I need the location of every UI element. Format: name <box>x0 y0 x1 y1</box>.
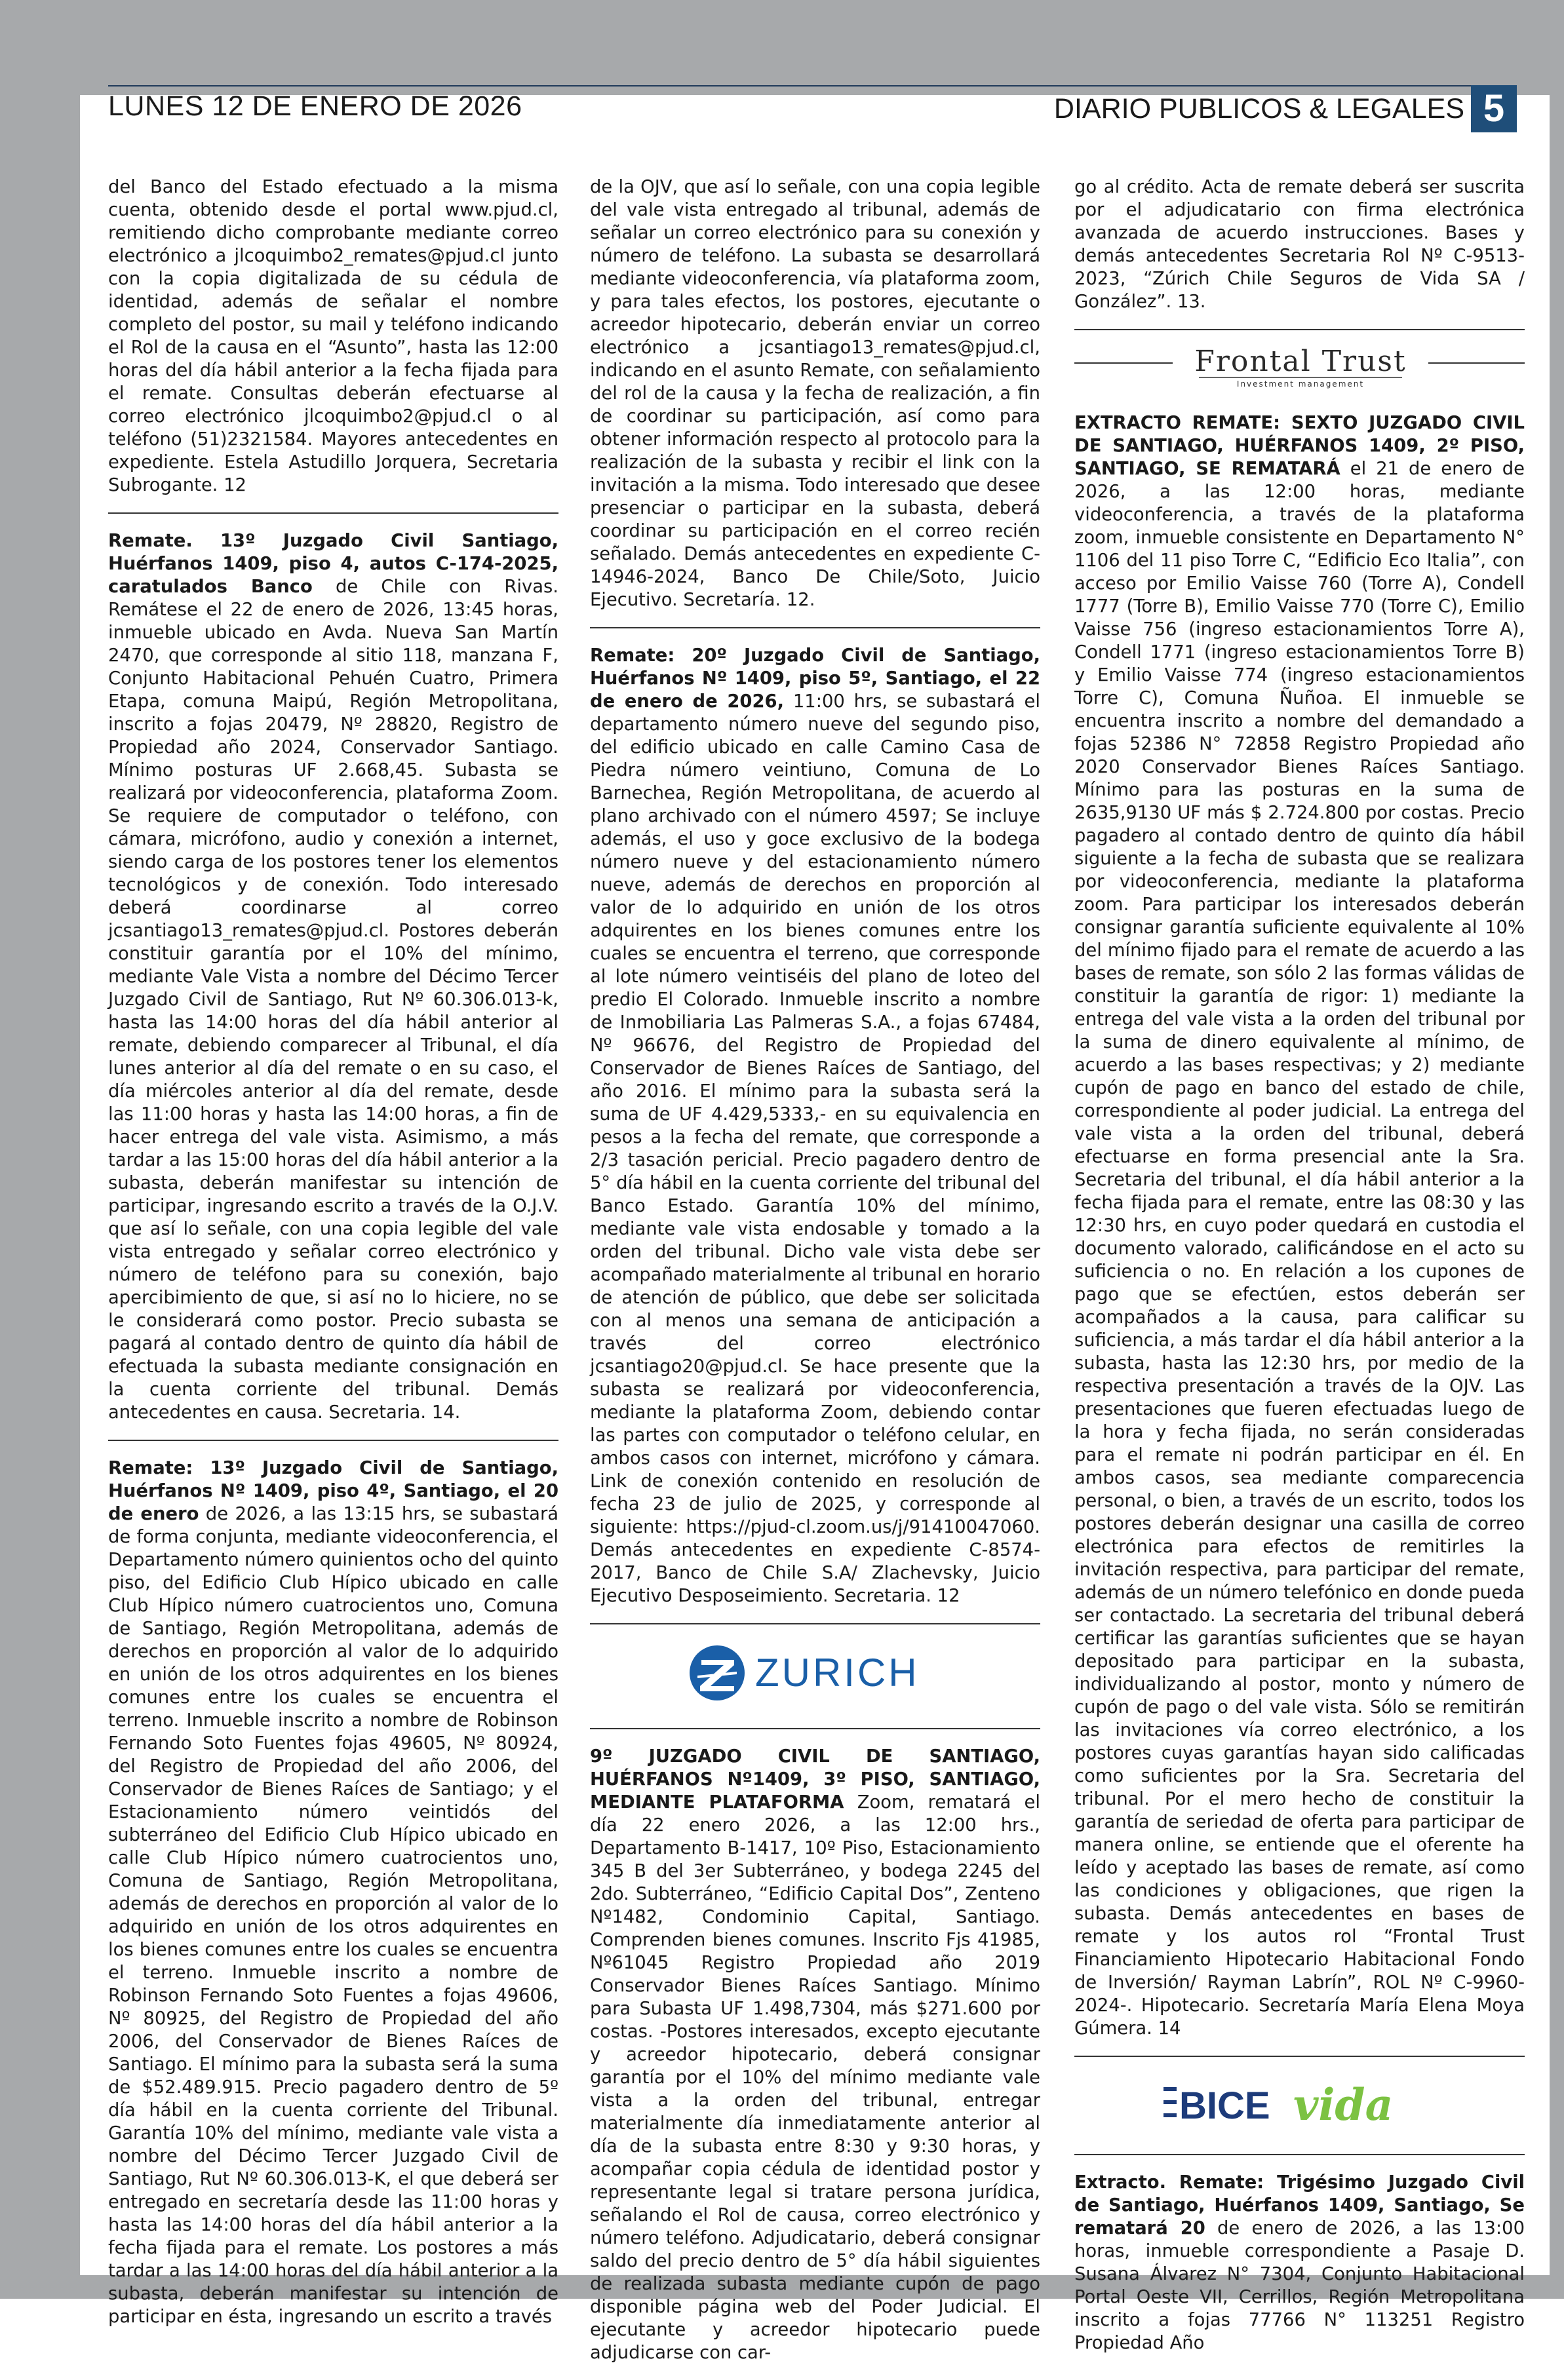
notice-heading: Extracto. Remate: Trigésimo Juzgado Civil de Santiago, Huérfanos 1409, Santiago, Se rematará 20 <box>1074 2172 1525 2238</box>
notice-body: de enero de 2026, a las 13:00 horas, inmueble correspondiente a Pasaje D. Susana Álvarez N° 7304, Conjunto Habitacional Portal Oeste VII, Cerrillos, Región Metropolitana inscrito a fojas 77766 N° 113251 Registro Propiedad Año <box>1074 2218 1525 2353</box>
notice-separator <box>108 512 558 514</box>
vida-wordmark: vida <box>1293 2079 1393 2130</box>
page-header <box>108 85 1517 132</box>
notice-separator <box>590 1728 1040 1729</box>
bice-wordmark: BICE <box>1179 2084 1270 2127</box>
notice-body: Zoom, rematará el día 22 enero 2026, a las 12:00 hrs., Departamento B-1417, 10º Piso, Estacionamiento 345 B del 3er Subterráneo, y bodega 2245 del 2do. Subterráneo, “Edificio Capital Dos”, Zenteno Nº1482, Condominio Capital, Santiago. Comprenden bienes comunes. Inscrito Fjs 41985, Nº61045 Registro Propiedad año 2019 Conservador Bienes Raíces Santiago. Mínimo para Subasta UF 1.498,7304, más $271.600 por costas. -Postores interesados, excepto ejecutante y acreedor hipotecario, deberá consignar garantía por el 10% del mínimo mediante vale vista a la orden del tribunal, entregar materialmente día inmediatamente anterior al día de la subasta entre 8:30 y 9:30 horas, y acompañar copia cédula de identidad postor y representante legal si tratare persona jurídica, señalando el Rol de causa, correo electrónico y número teléfono. Adjudicatario, deberá consignar saldo del precio dentro de 5° día hábil siguientes de realizada subasta mediante cupón de pago disponible página web del Poder Judicial. El ejecutante y acreedor hipotecario puede adjudicarse con car- <box>590 1792 1040 2363</box>
bice-vida-logo <box>1074 2073 1525 2132</box>
notice-remate-13-juzgado-club-hipico <box>108 1457 558 2328</box>
right-margin-band <box>1550 0 1564 2299</box>
frontal-trust-tagline: Investment management <box>1236 379 1365 389</box>
zurich-wordmark: ZURICH <box>754 1651 920 1695</box>
frontal-trust-logo <box>1074 346 1525 389</box>
top-margin-band <box>0 0 1564 95</box>
notice-body: 11:00 hrs, se subastará el departamento número nueve del segundo piso, del edificio ubicado en calle Camino Casa de Piedra número veintiuno, Comuna de Lo Barnechea, Región Metropolitana, de acuerdo al plano archivado con el número 4597; Se incluye además, el uso y goce exclusivo de la bodega número nueve y del estacionamiento número nueve, además de derechos en proporción al valor de lo adquirido en unión de los otros adquirentes en los bienes comunes entre los cuales se encuentra el terreno, que corresponde al lote número veintiséis del plano de loteo del predio El Colorado. Inmueble inscrito a nombre de Inmobiliaria Las Palmeras S.A., a fojas 67484, Nº 96676, del Registro de Propiedad del Conservador de Bienes Raíces de Santiago, del año 2016. El mínimo para la subasta será la suma de UF 4.429,5333,- en su equivalencia en pesos a la fecha del remate, que corresponde a 2/3 tasación pericial. Precio pagadero dentro de 5° día hábil en la cuenta corriente del tribunal del Banco Estado. Garantía 10% del mínimo, mediante vale vista endosable y tomado a la orden del tribunal. Dicho vale vista debe ser acompañado materialmente al tribunal en horario de atención de público, que debe ser solicitada con al menos una semana de anticipación a través del correo electrónico jcsantiago20@pjud.cl. Se hace presente que la subasta se realizará por videoconferencia, mediante la plataforma Zoom, debiendo contar las partes con computador o teléfono celular, en ambos casos con internet, micrófono y cámara. Link de conexión contenido en resolución de fecha 23 de julio de 2025, y corresponde al siguiente: https://pjud-cl.zoom.us/j/91410047060. Demás antecedentes en expediente C-8574-2017, Banco de Chile S.A/ Zlachevsky, Juicio Ejecutivo Desposeimiento. Secretaria. 12 <box>590 691 1041 1606</box>
notice-body: el 21 de enero de 2026, a las 12:00 horas, mediante videoconferencia, a través de la plataforma zoom, inmueble consistente en Departamento N° 1106 del 11 piso Torre C, “Edificio Eco Italia”, con acceso por Emilio Vaisse 760 (Torre A), Condell 1777 (Torre B), Emilio Vaisse 770 (Torre C), Emilio Vaisse 756 (ingreso estacionamientos Torre A), Condell 1771 (ingreso estacionamientos Torre B) y Emilio Vaisse 774 (ingreso estacionamientos Torre C), Comuna Ñuñoa. El inmueble se encuentra inscrito a nombre del demandado a fojas 52386 N° 72858 Registro Propiedad año 2020 Conservador Bienes Raíces Santiago. Mínimo para las posturas en la suma de 2635,9130 UF más $ 2.724.800 por costas. Precio pagadero al contado dentro de quinto día hábil siguiente a la fecha de subasta que se realizara por videoconferencia, mediante la plataforma zoom. Para participar los interesados deberán consignar garantía suficiente equivalente al 10% del mínimo fijado para el remate de acuerdo a las bases de remate, son sólo 2 las formas válidas de constituir la garantía de rigor: 1) mediante la entrega del vale vista a la orden del tribunal por la suma de dinero equivalente al mínimo, de acuerdo a las bases respectivas; y 2) mediante cupón de pago en banco del estado de chile, correspondiente al poder judicial. La entrega del vale vista a la orden del tribunal, deberá efectuarse en forma presencial ante la Sra. Secretaria del tribunal, el día hábil anterior a la fecha fijada para el remate, entre las 08:30 y las 12:30 hrs, en cuyo poder quedará en custodia el documento valorado, calificándose en el acto su suficiencia o no. En relación a los cupones de pago que se efectúen, estos deberán ser acompañados a la causa, para calificar su suficiencia, a más tardar el día hábil anterior a la subasta, hasta las 12:30 hrs, por medio de la respectiva presentación a través de la OJV. Las presentaciones que fueren efectuadas luego de la hora y fecha fijada, no serán consideradas para el remate ni podrán participar en él. En ambos casos, sea mediante comparecencia personal, o bien, a través de un escrito, todos los postores deberán designar una casilla de correo electrónica para efectos de remitirles la invitación respectiva, para participar del remate, además de un número telefónico en donde pueda ser contactado. La secretaria del tribunal deberá certificar las garantías suficientes que se hayan depositado para participar en la subasta, individualizando al postor, monto y número de cupón de pago o del vale vista. Sólo se remitirán las invitaciones vía correo electrónico, a los postores cuyas garantías hayan sido calificadas como suficientes por la Sra. Secretaria del tribunal. Por el mero hecho de constituir la garantía de seriedad de oferta para participar de manera online, se entiende que el oferente ha leído y aceptado las bases de remate, así como las condiciones y obligaciones, que rigen la subasta. Demás antecedentes en bases de remate y los autos rol “Frontal Trust Financiamiento Hipotecario Habitacional Fondo de Inversión/ Rayman Labrín”, ROL Nº C-9960-2024-. Hipotecario. Secretaría María Elena Moya Gúmera. 14 <box>1074 459 1525 2039</box>
notice-heading: 9º JUZGADO CIVIL DE SANTIAGO, HUÉRFANOS Nº1409, 3º PISO, SANTIAGO, MEDIANTE PLATAFORMA <box>590 1746 1040 1813</box>
page-number-badge: 5 <box>1471 85 1517 132</box>
column-3 <box>1074 176 1525 2370</box>
notice-separator <box>1074 329 1525 330</box>
notice-heading: Remate. 13º Juzgado Civil Santiago, Huérfanos 1409, piso 4, autos C-174-2025, caratulados Banco <box>108 531 558 597</box>
notice-separator <box>1074 2056 1525 2057</box>
notice-col3-continued: go al crédito. Acta de remate deberá ser suscrita por el adjudicatario con firma electrónica avanzada de acuerdo instrucciones. Bases y demás antecedentes Secretaria Rol Nº C-9513-2023, “Zúrich Chile Seguros de Vida SA / González”. 13. <box>1074 177 1525 312</box>
notice-extracto-sexto-juzgado <box>1074 412 1525 2040</box>
frontal-trust-wordmark: Frontal Trust <box>1194 345 1407 378</box>
notice-separator <box>1074 2154 1525 2155</box>
left-margin-band <box>0 0 80 2299</box>
notice-remate-13-juzgado-rivas <box>108 529 558 1424</box>
notice-heading: Remate: 13º Juzgado Civil de Santiago, Huérfanos Nº 1409, piso 4º, Santiago, el 20 de enero <box>108 1458 558 1524</box>
notice-remate-9-juzgado <box>590 1745 1040 2364</box>
column-2 <box>590 176 1040 2380</box>
notice-col2-continued: de la OJV, que así lo señale, con una copia legible del vale vista entregado al tribunal, además de señalar un correo electrónico para su conexión y número de teléfono. La subasta se desarrollará mediante videoconferencia, vía plataforma zoom, y para tales efectos, los postores, ejecutante o acreedor hipotecario, deberán enviar un correo electrónico a jcsantiago13_remates@pjud.cl, indicando en el asunto Remate, con señalamiento del rol de la causa y la fecha de realización, a fin de coordinar su participación, así como para obtener información respecto al protocolo para la realización de la subasta y recibir el link con la invitación a la misma. Todo interesado que desee presenciar o participar en la subasta, deberá coordinar su participación en el correo recién señalado. Demás antecedentes en expediente C-14946-2024, Banco De Chile/Soto, Juicio Ejecutivo. Secretaría. 12. <box>590 177 1040 610</box>
notice-extracto-trigesimo-juzgado <box>1074 2171 1525 2354</box>
notice-body: de Chile con Rivas. Remátese el 22 de enero de 2026, 13:45 horas, inmueble ubicado en Avda. Nueva San Martín 2470, que corresponde al sitio 118, manzana F, Conjunto Habitacional Pehuén Cuatro, Primera Etapa, comuna Maipú, Región Metropolitana, inscrito a fojas 20479, Nº 28820, Registro de Propiedad año 2024, Conservador Santiago. Mínimo posturas UF 2.668,45. Subasta se realizará por videoconferencia, plataforma Zoom. Se requiere de computador o teléfono, con cámara, micrófono, audio y conexión a internet, siendo carga de los postores tener los elementos tecnológicos y de conexión. Todo interesado deberá coordinarse al correo jcsantiago13_remates@pjud.cl. Postores deberán constituir garantía por el 10% del mínimo, mediante Vale Vista a nombre del Décimo Tercer Juzgado Civil de Santiago, Rut Nº 60.306.013-k, hasta las 14:00 horas del día hábil anterior al remate, debiendo comparecer al Tribunal, el día lunes anterior al día del remate o en su caso, el día miércoles anterior al día del remate, desde las 11:00 horas y hasta las 14:00 horas, a fin de hacer entrega del vale vista. Asimismo, a más tardar a las 15:00 horas del día hábil anterior a la subasta, deberán manifestar su intención de participar, ingresando escrito a través de la O.J.V. que así lo señale, con una copia legible del vale vista entregado y señalar correo electrónico y número de teléfono para su conexión, bajo apercibimiento de que, si así no lo hiciere, no se le considerará como postor. Precio subasta se pagará al contado dentro de quinto día hábil de efectuada la subasta mediante consignación en la cuenta corriente del tribunal. Demás antecedentes en causa. Secretaria. 14. <box>108 577 559 1423</box>
notice-col1-continued: del Banco del Estado efectuado a la misma cuenta, obtenido desde el portal www.pjud.cl, remitiendo dicho comprobante mediante correo electrónico a jlcoquimbo2_remates@pjud.cl junto con la copia digitalizada de su cédula de identidad, además de señalar el nombre completo del postor, su mail y teléfono indicando el Rol de la causa en el “Asunto”, hasta las 12:00 horas del día hábil anterior a la fecha fijada para el remate. Consultas deberán efectuarse al correo electrónico jlcoquimbo2@pjud.cl o al teléfono (51)2321584. Mayores antecedentes en expediente. Estela Astudillo Jorquera, Secretaria Subrogante. 12 <box>108 177 558 495</box>
notice-body: de 2026, a las 13:15 hrs, se subastará de forma conjunta, mediante videoconferencia, el Departamento número quinientos ocho del quinto piso, del Edificio Club Hípico ubicado en calle Club Hípico número cuatrocientos uno, Comuna de Santiago, Región Metropolitana, además de derechos en proporción al valor de lo adquirido en unión de los otros adquirentes en los bienes comunes entre los cuales se encuentra el terreno. Inmueble inscrito a nombre de Robinson Fernando Soto Fuentes fojas 49605, Nº 80924, del Registro de Propiedad del año 2006, del Conservador de Bienes Raíces de Santiago; y el Estacionamiento número veintidós del subterráneo del Edificio Club Hípico ubicado en calle Club Hípico número cuatrocientos uno, Comuna de Santiago, Región Metropolitana, además de derechos en proporción al valor de lo adquirido en unión de los otros adquirentes en los bienes comunes entre los cuales se encuentra el terreno. Inmueble inscrito a nombre de Robinson Fernando Soto Fuentes a fojas 49606, Nº 80925, del Registro de Propiedad del año 2006, del Conservador de Bienes Raíces de Santiago. El mínimo para la subasta será la suma de $52.489.915. Precio pagadero dentro de 5º día hábil en la cuenta corriente del Tribunal. Garantía 10% del mínimo, mediante vale vista a nombre del Décimo Tercer Juzgado Civil de Santiago, Rut Nº 60.306.013-K, el que deberá ser entregado en secretaría desde las 11:00 horas y hasta las 14:00 horas del día hábil anterior a la fecha fijada para el remate. Los postores a más tardar a las 14:00 horas del día hábil anterior a la subasta, deberán manifestar su intención de participar en ésta, ingresando un escrito a través <box>108 1504 559 2327</box>
notice-separator <box>590 627 1040 628</box>
notice-separator <box>590 1623 1040 1624</box>
notice-heading: EXTRACTO REMATE: SEXTO JUZGADO CIVIL DE SANTIAGO, HUÉRFANOS 1409, 2º PISO, SANTIAGO, SE REMATARÁ <box>1074 413 1525 479</box>
column-1 <box>108 176 558 2344</box>
notice-heading: Remate: 20º Juzgado Civil de Santiago, Huérfanos Nº 1409, piso 5º, Santiago, el 22 de enero de 2026, <box>590 645 1040 712</box>
zurich-logo <box>590 1640 1040 1706</box>
header-publication-title: DIARIO PUBLICOS & LEGALES <box>1053 93 1464 125</box>
header-rule <box>108 85 1472 86</box>
notice-remate-20-juzgado <box>590 644 1040 1607</box>
notice-separator <box>108 1440 558 1441</box>
header-date: LUNES 12 DE ENERO DE 2026 <box>108 90 522 122</box>
